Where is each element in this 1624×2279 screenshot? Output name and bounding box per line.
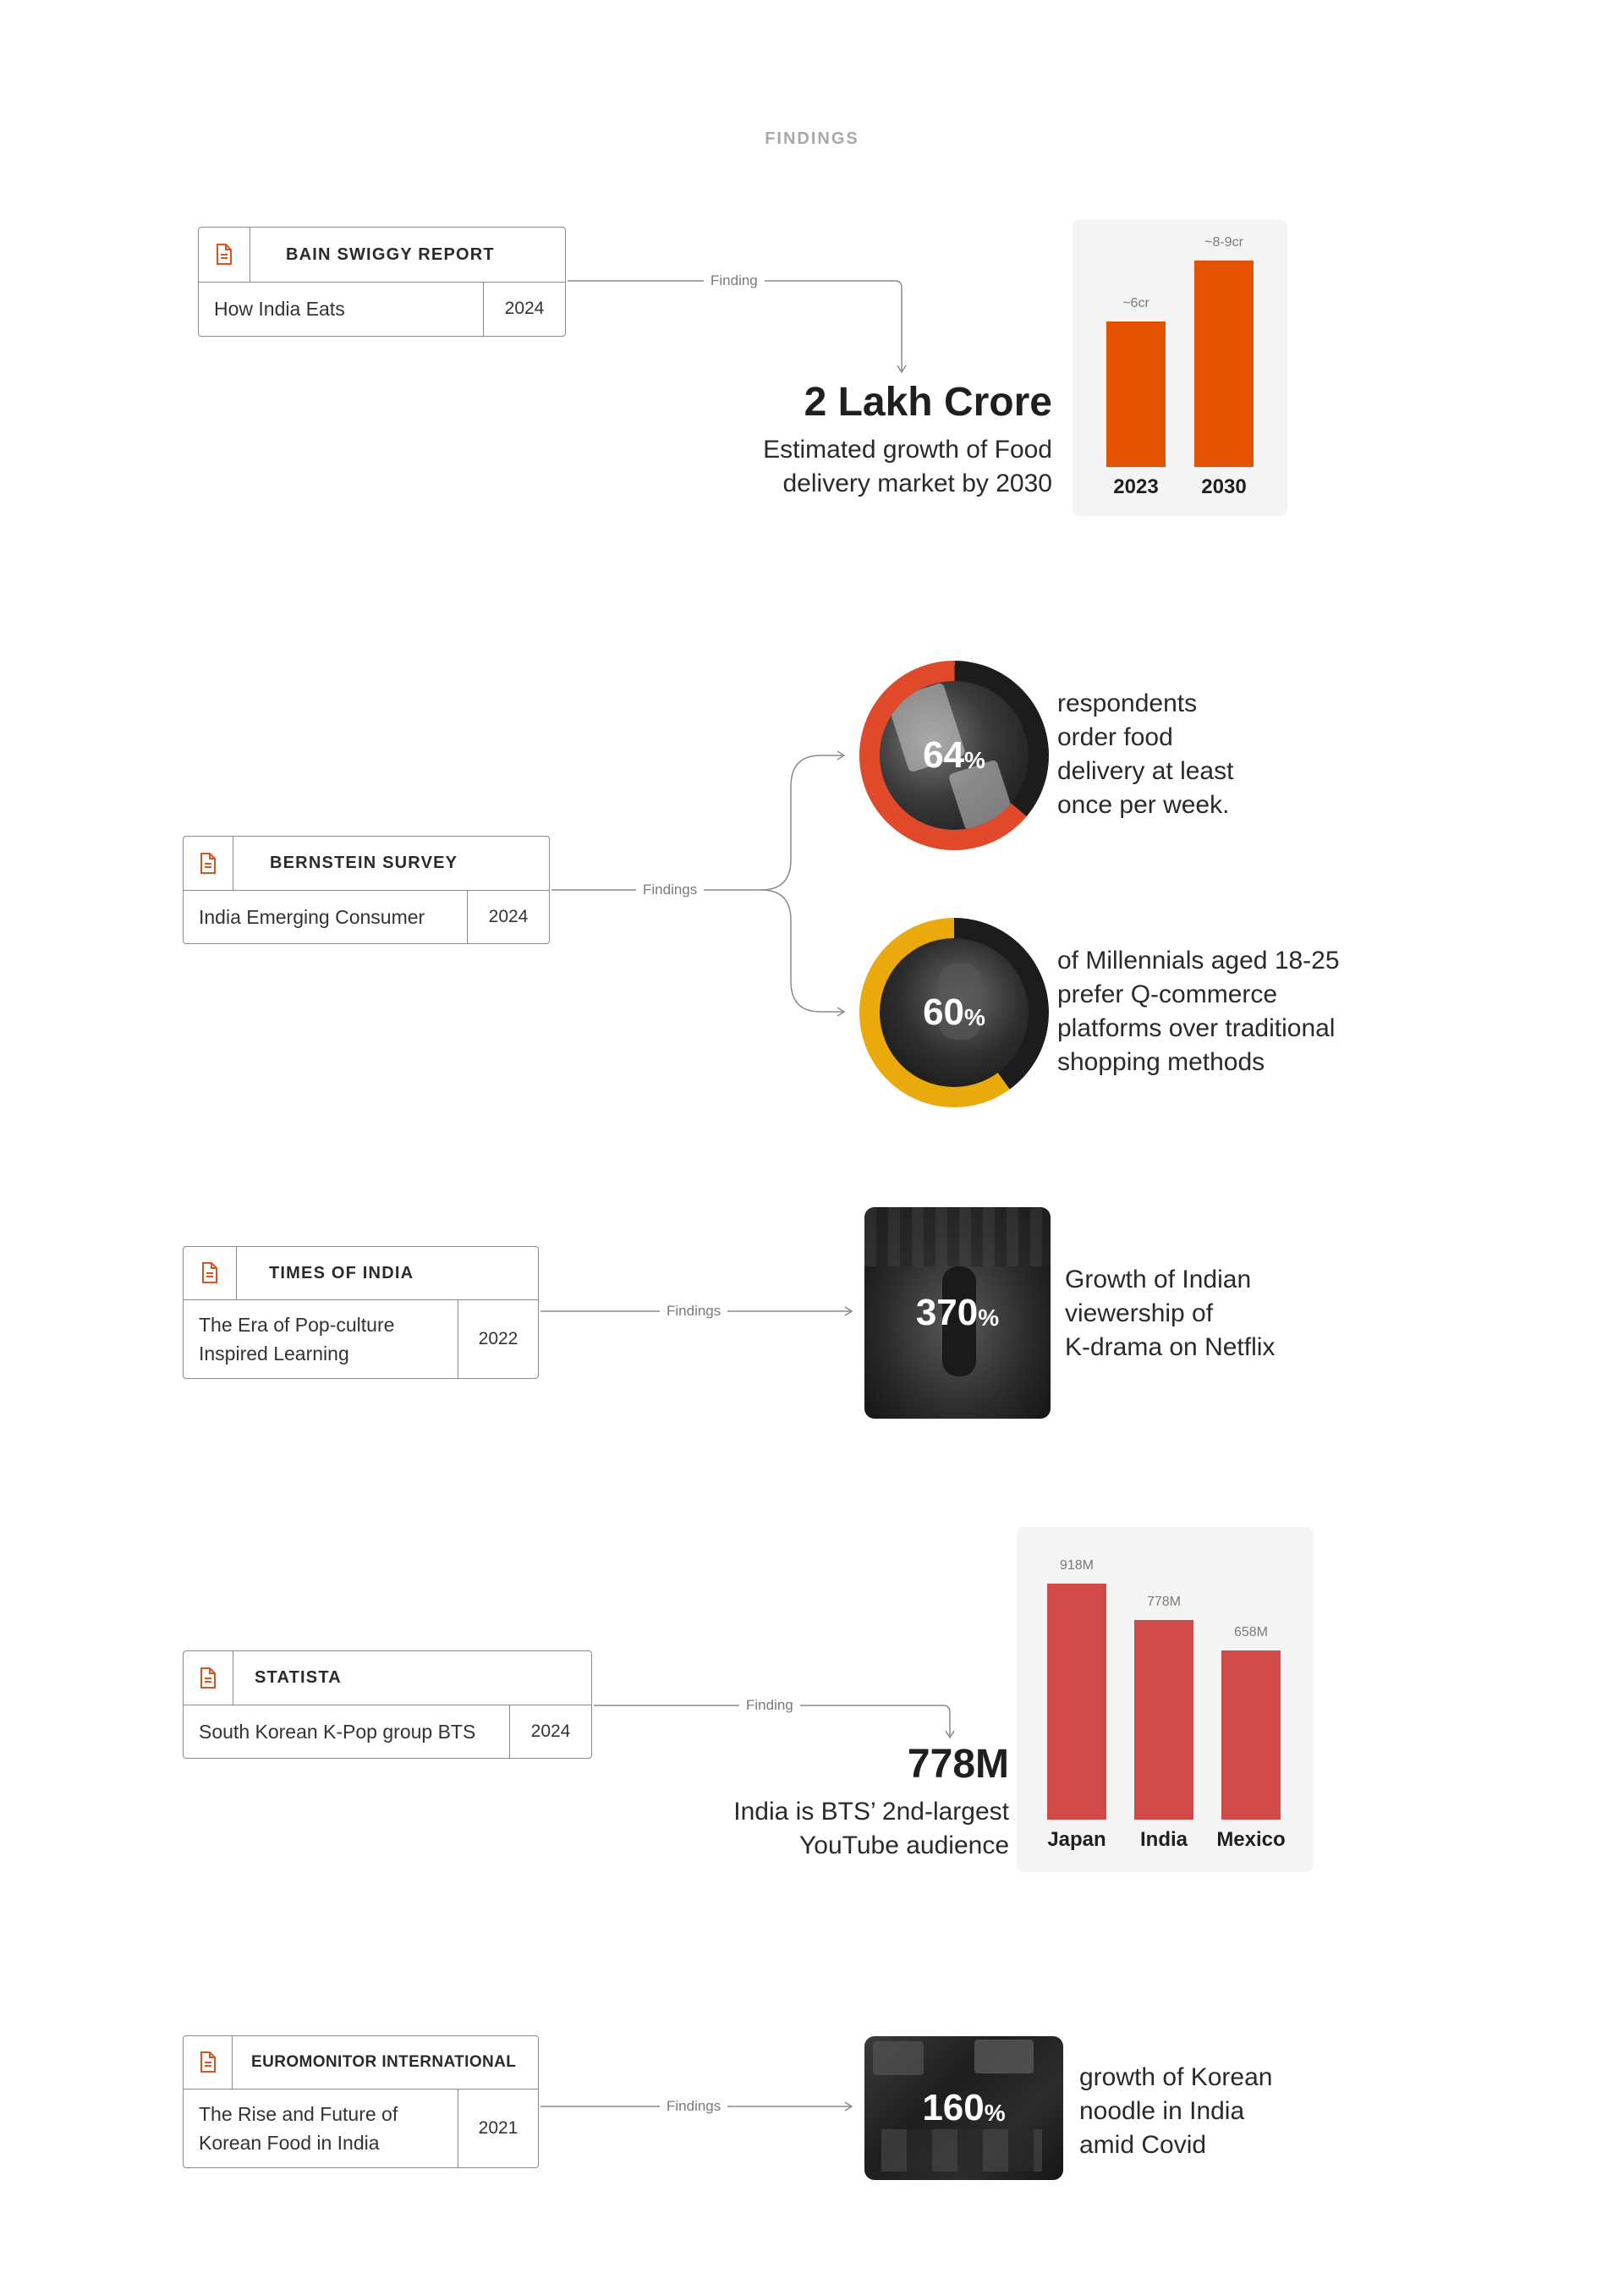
connector-label: Finding [739,1697,800,1714]
source-year: 2021 [458,2089,538,2167]
source-title: How India Eats [214,298,345,320]
bar-value-label: 918M [1059,1558,1095,1573]
connector-label: Findings [660,1303,727,1320]
source-title: The Rise and Future of Korean Food in India [199,2102,398,2154]
finding-headline: 778M [907,1742,1009,1787]
source-name: TIMES OF INDIA [269,1263,414,1282]
finding-headline: 2 Lakh Crore [804,380,1052,425]
section-title: FINDINGS [765,129,859,148]
percent-value: 60 [923,991,965,1033]
source-name: STATISTA [255,1668,342,1687]
finding-description: Growth of Indian viewership of K-drama on Netflix [1065,1266,1276,1361]
food-photo: 64 % [880,681,1029,830]
connector-label: Findings [636,881,704,898]
bar-value-label: 778M [1146,1594,1182,1609]
bar-category-label: Japan [1047,1828,1106,1851]
finding-description: growth of Korean noodle in India amid Covid [1079,2063,1273,2159]
bar-category-label: 2023 [1113,475,1159,498]
bar-category-label: 2030 [1201,475,1247,498]
percent-value: 64 [923,734,965,776]
source-title: South Korean K-Pop group BTS [199,1720,476,1743]
source-year: 2024 [509,1705,591,1758]
connector-label: Finding [704,272,765,289]
source-name: BAIN SWIGGY REPORT [286,244,495,264]
connector-label: Findings [660,2098,727,2115]
source-title: India Emerging Consumer [199,905,425,928]
noodle-photo: 160 % [864,2036,1063,2180]
bar-value-label: ~6cr [1122,295,1149,310]
source-year: 2024 [483,282,565,336]
source-name: BERNSTEIN SURVEY [270,854,458,872]
bar-category-label: Mexico [1216,1828,1286,1851]
percent-value: 370 [915,1292,979,1333]
source-title: The Era of Pop-culture Inspired Learning [199,1313,395,1365]
percent-value: 160 [922,2087,985,2128]
source-year: 2024 [467,890,549,943]
finding-description: India is BTS’ 2nd-largest YouTube audience [733,1798,1009,1859]
finding-description: Estimated growth of Food delivery market by 2030 [763,436,1052,497]
finding-description: respondents order food delivery at least once per week. [1057,689,1234,819]
source-name: EUROMONITOR INTERNATIONAL [251,2053,517,2071]
bar-category-label: India [1139,1828,1188,1851]
bar-value-label: ~8-9cr [1204,235,1243,250]
rider-photo: 60 % [880,938,1029,1087]
source-year: 2022 [458,1299,538,1378]
kdrama-photo: 370 % [864,1207,1051,1419]
finding-description: of Millennials aged 18-25 prefer Q-commerce platforms over traditional shopping methods [1057,947,1340,1076]
bar-value-label: 658M [1233,1625,1269,1640]
